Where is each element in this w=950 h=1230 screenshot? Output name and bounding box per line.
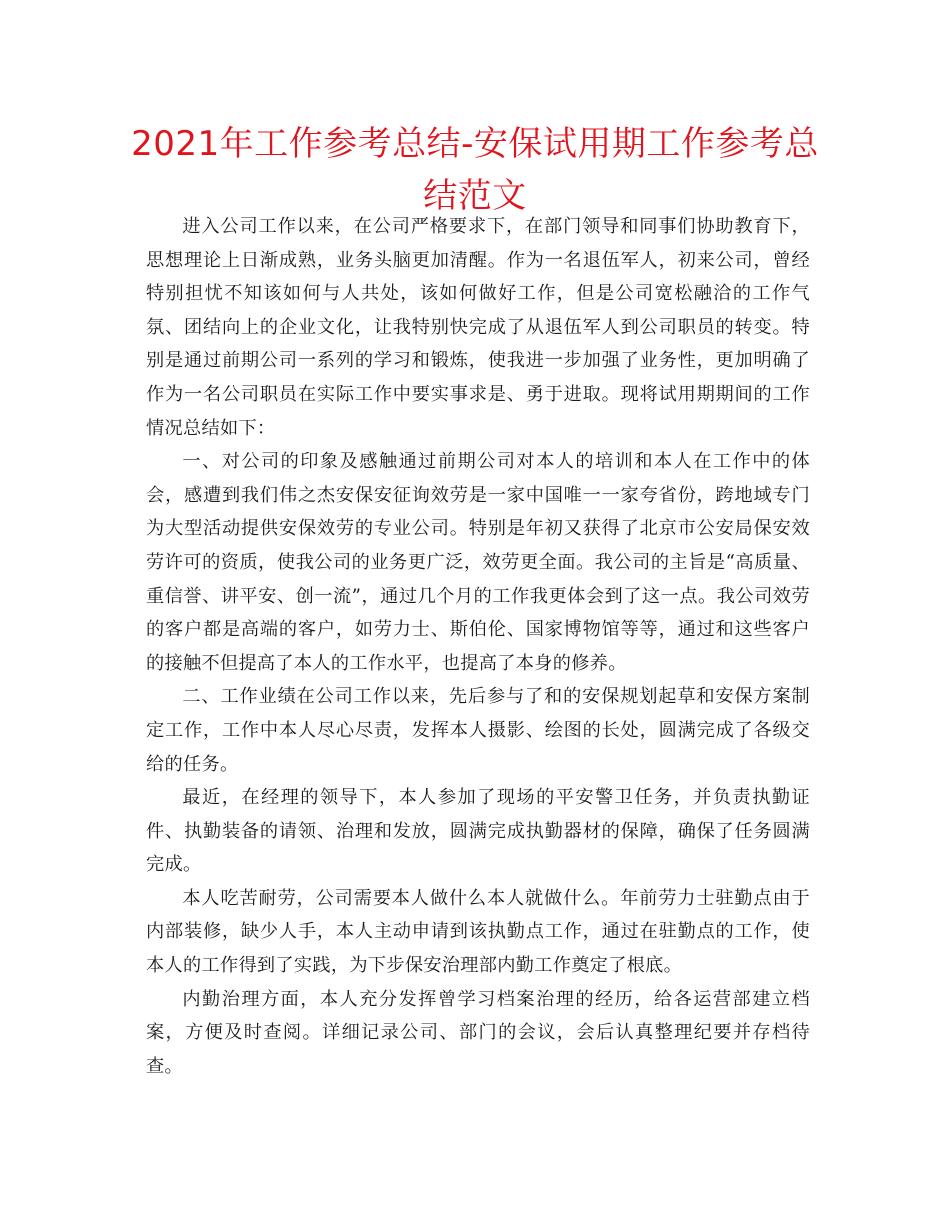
paragraph-intro: 进入公司工作以来，在公司严格要求下，在部门领导和同事们协助教育下，思想理论上日渐成熟，业务头脑更加清醒。作为一名退伍军人，初来公司，曾经特别担忧不知该如何与人共处，该如何做好工作，但是公司宽松融洽的工作气氛、团结向上的企业文化，让我特别快完成了从退伍军人到公司职员的转变。特别是通过前期公司一系列的学习和锻炼，使我进一步加强了业务性，更加明确了作为一名公司职员在实际工作中要实事求是、勇于进取。现将试用期期间的工作情况总结如下： — [146, 216, 810, 439]
paragraph-office-management: 内勤治理方面，本人充分发挥曾学习档案治理的经历，给各运营部建立档案，方便及时查阅。详细记录公司、部门的会议，会后认真整理纪要并存档待查。 — [146, 988, 810, 1077]
paragraph-recent-task: 最近，在经理的领导下，本人参加了现场的平安警卫任务，并负责执勤证件、执勤装备的请领、治理和发放，圆满完成执勤器材的保障，确保了任务圆满完成。 — [146, 787, 810, 876]
document-title: 2021年工作参考总结-安保试用期工作参考总结范文 — [131, 124, 819, 216]
document-body — [146, 210, 810, 1083]
paragraph-hard-work: 本人吃苦耐劳，公司需要本人做什么本人就做什么。年前劳力士驻勤点由于内部装修，缺少人手，本人主动申请到该执勤点工作，通过在驻勤点的工作，使本人的工作得到了实践，为下步保安治理部内勤工作奠定了根底。 — [146, 887, 810, 977]
paragraph-work-performance: 二、工作业绩在公司工作以来，先后参与了和的安保规划起草和安保方案制定工作，工作中本人尽心尽责，发挥本人摄影、绘图的长处，圆满完成了各级交给的任务。 — [146, 686, 810, 775]
paragraph-impression: 一、对公司的印象及感触通过前期公司对本人的培训和本人在工作中的体会，感遭到我们伟之杰安保安征询效劳是一家中国唯一一家夸省份，跨地域专门为大型活动提供安保效劳的专业公司。特别是年初又获得了北京市公安局保安效劳许可的资质，使我公司的业务更广泛，效劳更全面。我公司的主旨是“高质量、重信誉、讲平安、创一流”，通过几个月的工作我更体会到了这一点。我公司效劳的客户都是高端的客户，如劳力士、斯伯伦、国家博物馆等等，通过和这些客户的接触不但提高了本人的工作水平，也提高了本身的修养。 — [146, 451, 810, 674]
